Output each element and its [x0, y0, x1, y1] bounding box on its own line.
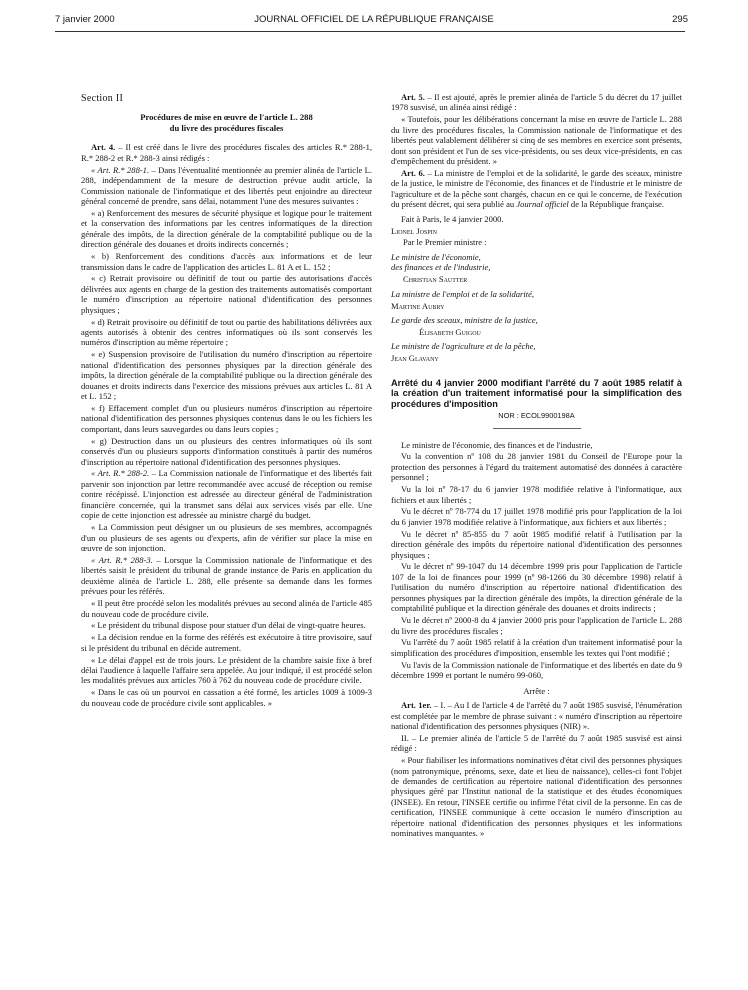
paragraph-text: – Il est créé dans le livre des procédures fiscales des articles R.* 288-1, R.* 288-2 et R.* 288-3 ainsi rédigés : [81, 142, 372, 163]
measure-d: « d) Retrait provisoire ou définitif de tout ou partie des habilitations délivrées aux agents autorisés à obtenir des centres informatiques où ils sont conservés les numéros d'inscription au même répertoire ; [81, 316, 372, 348]
paragraph: « Pour fiabiliser les informations nominatives d'état civil des personnes physiques (nom patronymique, prénoms, sexe, date et lieu de naissance), celles-ci font l'objet de demandes de certification au répertoire national d'identification des personnes physiques géré par l'Institut national de la statistique et des études économiques (INSEE). En retour, l'INSEE certifie ou infirme l'état civil de la personne. En cas de certification, l'INSEE communique à cette occasion le numéro d'inscription au répertoire national d'identification des personnes physiques et les informations nominatives manquantes. » [391, 755, 682, 839]
subtitle-line-1: Procédures de mise en œuvre de l'article L. 288 [140, 112, 313, 123]
article-label: « Art. R.* 288-1. [91, 164, 150, 175]
visa: Vu la convention nº 108 du 28 janvier 1981 du Conseil de l'Europe pour la protection des personnes à l'égard du traitement automatisé des données à caractère personnel ; [391, 451, 682, 483]
article-label: Art. 1er. [401, 700, 432, 711]
signature-role [391, 252, 682, 273]
paragraph-text: – La Commission nationale de l'informatique et des libertés fait parvenir son injonction par lettre recommandée avec accusé de réception ou remise contre récépissé. L'injonction est adressée au directeur général de l'administration financière concernée, qui la transmet sans délai aux services visés par elle. Une copie de cette injonction est adressée au ministre chargé du budget. [81, 468, 372, 521]
done-at: Fait à Paris, le 4 janvier 2000. [401, 213, 504, 224]
header-date: 7 janvier 2000 [55, 14, 115, 25]
header-journal-title: JOURNAL OFFICIEL DE LA RÉPUBLIQUE FRANÇAISE [254, 14, 494, 25]
signature-name: Christian Sautter [403, 274, 468, 285]
visa: Vu le décret nº 78-774 du 17 juillet 1978 modifié pris pour l'application de la loi du 6 janvier 1978 modifiée relative à l'informatique, aux fichiers et aux libertés ; [391, 506, 682, 527]
role-line: des finances et de l'industrie, [391, 262, 491, 273]
paragraph-text: – I. – Au I de l'article 4 de l'arrêté du 7 août 1985 susvisé, l'énumération est complétée par le membre de phrase suivant : « numéro d'inscription au répertoire national d'identification des personnes physiques (NIR) ». [391, 700, 682, 731]
article-label: Art. 6. [401, 167, 425, 178]
paragraph: « La Commission peut désigner un ou plusieurs de ses membres, accompagnés d'un ou plusieurs de ses agents ou d'experts, afin de vérifier sur place la mise en œuvre de son injonction. [81, 522, 372, 554]
arrete-heading: Arrête : [523, 685, 550, 696]
visa: Vu l'arrêté du 7 août 1985 relatif à la création d'un traitement informatisé pour la simplification des procédures d'imposition, ensemble les textes qui l'ont modifié ; [391, 637, 682, 658]
page-header [0, 0, 748, 32]
paragraph: « Le président du tribunal dispose pour statuer d'un délai de vingt-quatre heures. [91, 620, 366, 631]
measure-b: « b) Renforcement des conditions d'accès aux informations et de leur transmission dans le cadre de l'application des articles L. 81 A et L. 152 ; [81, 251, 372, 272]
measure-f: « f) Effacement complet d'un ou plusieurs numéros d'inscription au répertoire national d'identification des personnes physiques contenus dans le ou les fichiers les comportant, dans leurs sauvegardes ou dans leurs copies ; [81, 402, 372, 434]
visa: Le ministre de l'économie, des finances et de l'industrie, [401, 439, 593, 450]
paragraph-text: – La ministre de l'emploi et de la solidarité, le garde des sceaux, ministre de la justice, le ministre de l'économie, des finances et de l'industrie et le ministre de l'agriculture et de la pêche sont chargés, chacun en ce qui le concerne, de l'exécution du présent décret, qui sera publié au [391, 167, 682, 210]
visa: Vu la loi nº 78-17 du 6 janvier 1978 modifiée relative à l'informatique, aux fichiers et aux libertés ; [391, 484, 682, 505]
section-heading: Section II [81, 93, 124, 104]
signature-name: Jean Glavany [391, 353, 439, 364]
signature-role: La ministre de l'emploi et de la solidarité, [391, 288, 534, 299]
section-subtitle [81, 112, 372, 133]
article-6 [391, 168, 682, 210]
article-5 [391, 92, 682, 113]
visa: Vu le décret nº 2000-8 du 4 janvier 2000 pris pour l'application de l'article L. 288 du livre des procédures fiscales ; [391, 615, 682, 636]
signature-role: Le garde des sceaux, ministre de la justice, [391, 314, 538, 325]
paragraph: II. – Le premier alinéa de l'article 5 de l'arrêté du 7 août 1985 susvisé est ainsi rédigé : [391, 732, 682, 754]
article-r288-3 [81, 555, 372, 597]
paragraph: « Dans le cas où un pourvoi en cassation a été formé, les articles 1009 à 1009-3 du nouveau code de procédure civile sont applicables. » [81, 687, 372, 708]
article-label: Art. 5. [401, 92, 425, 102]
paragraph-text: – Lorsque la Commission nationale de l'informatique et des libertés saisit le président du tribunal de grande instance de Paris en application du deuxième alinéa de l'article L. 288, elle présente sa demande dans les formes prévues pour les référés. [81, 554, 372, 597]
signature-role: Le ministre de l'agriculture et de la pêche, [391, 341, 536, 352]
decree-title: Arrêté du 4 janvier 2000 modifiant l'arrêté du 7 août 1985 relatif à la création d'un traitement informatisé pour la simplification des procédures d'imposition [391, 377, 682, 409]
role-line: Le ministre de l'économie, [391, 251, 481, 262]
paragraph: « Il peut être procédé selon les modalités prévues au second alinéa de l'article 485 du nouveau code de procédure civile. [81, 598, 372, 619]
divider [493, 428, 581, 429]
visa: Vu l'avis de la Commission nationale de l'informatique et des libertés en date du 9 décembre 1999 et portant le numéro 99-060, [391, 659, 682, 681]
article-r288-2 [81, 468, 372, 520]
left-column [81, 94, 372, 710]
article-1 [391, 700, 682, 731]
measure-e: « e) Suspension provisoire de l'utilisation du numéro d'inscription au répertoire national d'identification des personnes physiques par la direction générale des impôts, la direction générale de la comptabilité publique ou la direction générale des douanes et droits indirects dans l'exercice des missions prévues aux articles L. 81 A et L. 152 ; [81, 349, 372, 402]
right-column [391, 92, 682, 840]
visa: Vu le décret nº 99-1047 du 14 décembre 1999 pris pour l'application de l'article 107 de la loi de finances pour 1999 (nº 98-1266 du 30 décembre 1998) relatif à l'utilisation du numéro d'inscription au répertoire national d'identification des personnes physiques par la direction générale des impôts, la direction générale de la comptabilité publique et la direction générale des douanes et droits indirects ; [391, 561, 682, 614]
header-rule [55, 31, 685, 32]
paragraph: « Le délai d'appel est de trois jours. Le président de la chambre saisie fixe à bref délai l'audience à laquelle l'affaire sera appelée. Au jour indiqué, il est procédé selon les modalités prévues aux articles 760 à 762 du nouveau code de procédure civile. [81, 654, 372, 686]
article-label: « Art. R.* 288-2. [91, 468, 150, 479]
signature-name: Martine Aubry [391, 300, 445, 311]
journal-name: Journal officiel [516, 199, 569, 210]
article-label: « Art. R.* 288-3. [91, 554, 153, 565]
measure-a: « a) Renforcement des mesures de sécurité physique et logique pour le traitement et la conservation des informations par les centres informatiques de la direction générale des impôts, de la direction générale de la comptabilité publique ou de la direction générale des douanes et droits indirects concernés ; [81, 207, 372, 250]
paragraph: « La décision rendue en la forme des référés est exécutoire à titre provisoire, sauf si le président du tribunal en décide autrement. [81, 632, 372, 653]
signature-name: Élisabeth Guigou [419, 326, 481, 337]
article-4 [81, 142, 372, 163]
signature-intro: Par le Premier ministre : [403, 237, 487, 248]
nor-reference: NOR : ECOL9900198A [498, 411, 575, 421]
header-page-number: 295 [672, 14, 688, 25]
paragraph-text: de la République française. [568, 199, 664, 210]
signature-prime-minister: Lionel Jospin [391, 225, 438, 236]
paragraph-text: – Il est ajouté, après le premier alinéa de l'article 5 du décret du 17 juillet 1978 susvisé, un alinéa ainsi rédigé : [391, 92, 683, 113]
measure-c: « c) Retrait provisoire ou définitif de tout ou partie des autorisations d'accès délivrées aux agents en charge de la gestion des traitements automatisés comportant le numéro d'inscription au répertoire national d'identification des personnes physiques ; [81, 273, 372, 315]
measure-g: « g) Destruction dans un ou plusieurs des centres informatiques où ils sont conservés d'un ou plusieurs supports d'information constitués à partir des numéros d'inscription au répertoire national d'identification des personnes physiques. [81, 435, 372, 467]
visa: Vu le décret nº 85-855 du 7 août 1985 modifié relatif à l'utilisation par la direction générale des impôts du répertoire national d'identification des personnes physiques ; [391, 528, 682, 560]
article-r288-1 [81, 165, 372, 207]
article-label: Art. 4. [91, 142, 116, 153]
subtitle-line-2: du livre des procédures fiscales [169, 122, 284, 133]
paragraph-text: – Dans l'éventualité mentionnée au premier alinéa de l'article L. 288, indépendamment de la mesure de destruction prévue audit article, la Commission nationale de l'informatique et des libertés peut enjoindre au directeur général concerné de prendre, sans délai, notamment l'une des mesures suivantes : [81, 164, 372, 207]
paragraph: « Toutefois, pour les délibérations concernant la mise en œuvre de l'article L. 288 du livre des procédures fiscales, la Commission nationale de l'informatique et des libertés peut valablement délibérer si cinq de ses membres en exercice sont présents, dont son président et l'un de ses vice-présidents, ou ses deux vice-présidents, en cas d'empêchement du président. » [391, 114, 682, 167]
